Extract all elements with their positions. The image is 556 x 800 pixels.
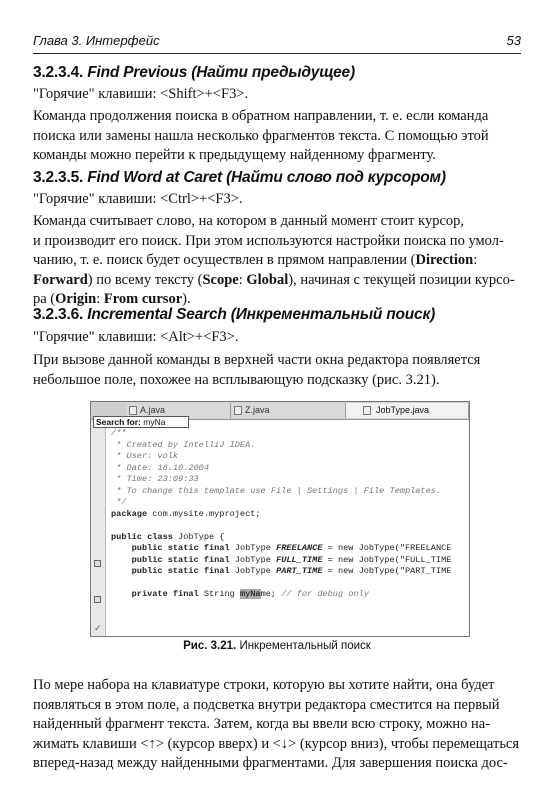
text-line: вперед-назад между найденными фрагментами. Для завершения поиска дос- [33,755,508,771]
editor-gutter [91,420,106,636]
type-name: String [198,589,240,599]
comment-line: * Time: 23:09:33 [111,474,199,484]
comment-line: * Date: 18.10.2004 [111,462,209,473]
keyword: public static final [131,566,230,576]
package-name: com.mysite.myproject; [147,508,261,519]
type-name: JobType [229,543,277,553]
text-line: появляться в этом поле, а подсветка внутри редактора сместится на первый [33,696,500,713]
from-cursor-label: From cursor [103,291,183,307]
keyword: public static final [131,554,230,565]
text-line: найденный фрагмент текста. Затем, когда вы ввели всю строку, можно на- [33,716,491,732]
text-line: По мере набора на клавиатуре строки, которую вы хотите найти, она будет [33,677,495,693]
figure-caption [33,640,521,652]
override-marker-icon [94,560,101,567]
java-file-icon [234,406,242,415]
comment-line: /** [111,428,127,438]
keyword: package [111,508,148,519]
initializer: = new JobType("FREELANCE [322,543,452,553]
section-number: 3.2.3.6. [33,306,84,323]
tab-label: A.java [140,405,166,415]
section-heading-incremental-search [33,306,435,324]
section-title-ru: (Найти предыдущее) [191,64,355,81]
keyword: private final [131,589,199,599]
text-span: ра ( [33,291,56,307]
tab-z-java[interactable] [231,403,346,418]
keyword: public class [111,531,173,542]
text-line: поиска или замены нашла несколько фрагментов текста. С помощью этой [33,127,489,144]
editor-screenshot-figure [90,401,470,637]
text-line: небольшое поле, похожее на всплывающую подсказку (рис. 3.21). [33,371,440,388]
field-name: FULL_TIME [276,554,323,565]
direction-label: Direction [415,252,474,268]
text-span: ) по всему тексту ( [87,271,203,288]
text-span: : [473,252,478,268]
global-label: Global [246,271,289,288]
type-name: JobType [229,566,277,576]
forward-label: Forward [33,271,88,288]
comment-line: * User: volk [111,451,179,461]
section-title-ru: (Найти слово под курсором) [226,169,446,186]
section-number: 3.2.3.5. [33,169,84,186]
initializer: = new JobType("FULL_TIME [322,554,452,565]
java-file-icon [363,406,371,415]
tab-label: Z.java [245,405,270,415]
text-span: ). [182,291,191,307]
field-name: FREELANCE [276,543,323,553]
origin-label: Origin [55,291,97,307]
text-line: Команда продолжения поиска в обратном направлении, т. е. если команда [33,108,489,124]
paragraph-find-previous [33,107,521,166]
text-line: При вызове данной команды в верхней части окна редактора появляется [33,352,481,368]
section-title-en: Incremental Search [87,306,227,323]
section-number: 3.2.3.4. [33,64,84,81]
section-heading-find-previous [33,64,355,82]
comment-line: * To change this template use File | Settings | File Templates. [111,485,442,496]
hotkey-line: "Горячие" клавиши: <Alt>+<F3>. [33,329,239,345]
override-marker-icon [94,596,101,603]
incremental-search-popup[interactable] [93,416,189,428]
java-file-icon [129,406,137,415]
text-line [33,271,521,291]
field-name: PART_TIME [276,566,323,576]
search-label: Search for: [96,417,141,427]
hotkey-line: "Горячие" клавиши: <Shift>+<F3>. [33,86,249,102]
comment-line: * Created by IntelliJ IDEA. [111,439,256,450]
text-line [33,251,521,271]
paragraph-find-word [33,212,521,310]
comment: // for debug only [276,589,369,599]
caption-text: Инкрементальный поиск [236,640,371,652]
caption-number: Рис. 3.21. [183,640,237,652]
page-number: 53 [506,33,521,48]
paragraph-search-usage [33,676,521,774]
text-span: : [96,291,104,307]
section-title-en: Find Word at Caret [87,169,222,186]
section-title-en: Find Previous [87,64,188,81]
paragraph-incremental-search [33,351,521,390]
running-header [33,31,521,54]
tab-label: JobType.java [376,405,430,415]
code-editor[interactable] [111,428,451,601]
class-name: JobType { [172,531,225,542]
initializer: = new JobType("PART_TIME [322,566,452,576]
search-value: myNa [143,417,166,427]
text-line: команды можно перейти к предыдущему найденному фрагменту. [33,147,436,163]
text-span: : [238,271,247,288]
field-name: me; [260,589,277,599]
hotkey-line: "Горячие" клавиши: <Ctrl>+<F3>. [33,191,243,207]
section-heading-find-word-at-caret [33,169,446,187]
comment-line: */ [111,497,127,507]
text-line: и производит его поиск. При этом используются настройки поиска по умол- [33,232,504,249]
text-line: Команда считывает слово, на котором в данный момент стоит курсор, [33,213,465,229]
check-icon: ✓ [94,624,102,634]
chapter-title: Глава 3. Интерфейс [33,33,160,48]
type-name: JobType [229,554,277,565]
scope-label: Scope [202,271,239,288]
text-span: чанию, т. е. поиск будет осуществлен в прямом направлении ( [33,252,416,268]
search-match-highlight: myNa [239,589,261,599]
keyword: public static final [131,543,230,553]
tab-jobtype-java[interactable] [346,403,469,418]
text-span: ), начиная с текущей позиции курсо- [288,271,515,288]
text-line: жимать клавиши <↑> (курсор вверх) и <↓> (курсор вниз), чтобы перемещаться [33,735,520,752]
section-title-ru: (Инкрементальный поиск) [230,306,436,323]
